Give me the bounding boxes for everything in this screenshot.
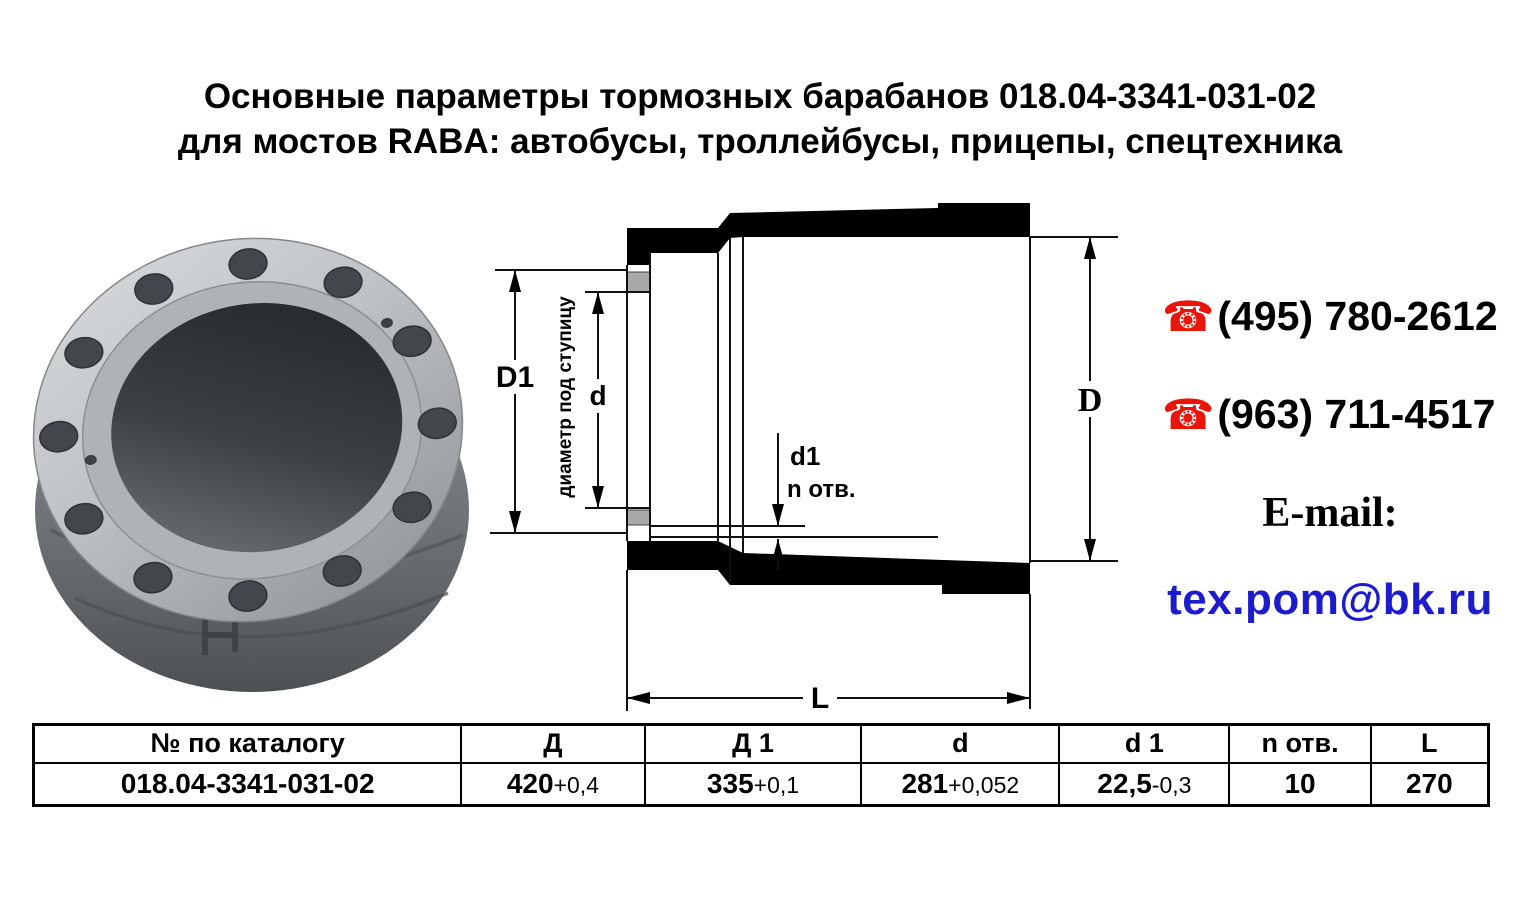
header-L: L	[1371, 725, 1489, 763]
header-D-big: Д	[461, 725, 644, 763]
brake-drum-photo	[20, 210, 480, 700]
section-top-wall	[627, 203, 1030, 265]
tolerance: +0,4	[553, 771, 599, 798]
tolerance: +0,052	[948, 771, 1020, 798]
parameters-table	[32, 723, 1490, 807]
phone-row-2	[1162, 391, 1495, 438]
hub-diameter-note: диаметр под ступицу	[555, 296, 576, 498]
cell-catalog-number: 018.04-3341-031-02	[34, 763, 462, 806]
phone-number-2: (963) 711-4517	[1217, 391, 1496, 437]
title-line-1: Основные параметры тормозных барабанов 018.04-3341-031-02	[203, 77, 1317, 116]
header-catalog: № по каталогу	[34, 725, 462, 763]
cell-D-value: 420+0,4	[461, 763, 644, 806]
bolt-hole-section	[627, 510, 650, 525]
construction-lines	[490, 237, 1118, 711]
section-bottom-wall	[627, 541, 1030, 594]
technical-drawing	[490, 190, 1140, 720]
page-title	[0, 74, 1520, 164]
tolerance: -0,3	[1151, 771, 1192, 798]
table-header-row	[34, 725, 1489, 763]
dimension-label-d1: d1	[790, 441, 821, 471]
phone-icon: ☎	[1162, 389, 1215, 439]
title-line-2: для мостов RABA: автобусы, троллейбусы, прицепы, спецтехника	[177, 122, 1343, 161]
header-d-small: d	[861, 725, 1059, 763]
bolt-hole-section	[627, 272, 650, 292]
dimension-label-L: L	[810, 682, 830, 715]
cell-d1-value: 22,5-0,3	[1059, 763, 1229, 806]
email-label: E-mail:	[1262, 490, 1398, 536]
phone-number-1: (495) 780-2612	[1217, 293, 1498, 339]
phone-row-1	[1162, 293, 1498, 340]
header-D1-big: Д 1	[645, 725, 862, 763]
cell-d-value: 281+0,052	[861, 763, 1059, 806]
dimension-label-D1: D1	[495, 361, 535, 394]
cell-D1-value: 335+0,1	[645, 763, 862, 806]
holes-count-label: n отв.	[787, 476, 856, 503]
cell-L-value: 270	[1371, 763, 1489, 806]
dimension-label-d: d	[589, 380, 607, 411]
tolerance: +0,1	[753, 771, 800, 798]
header-d1-small: d 1	[1059, 725, 1229, 763]
table-data-row	[34, 763, 1489, 806]
phone-icon: ☎	[1162, 291, 1215, 341]
email-address: tex.pom@bk.ru	[1167, 575, 1493, 624]
dimension-label-D: D	[1077, 382, 1103, 419]
cell-n-holes-value: 10	[1229, 763, 1370, 806]
header-n-holes: n отв.	[1229, 725, 1370, 763]
